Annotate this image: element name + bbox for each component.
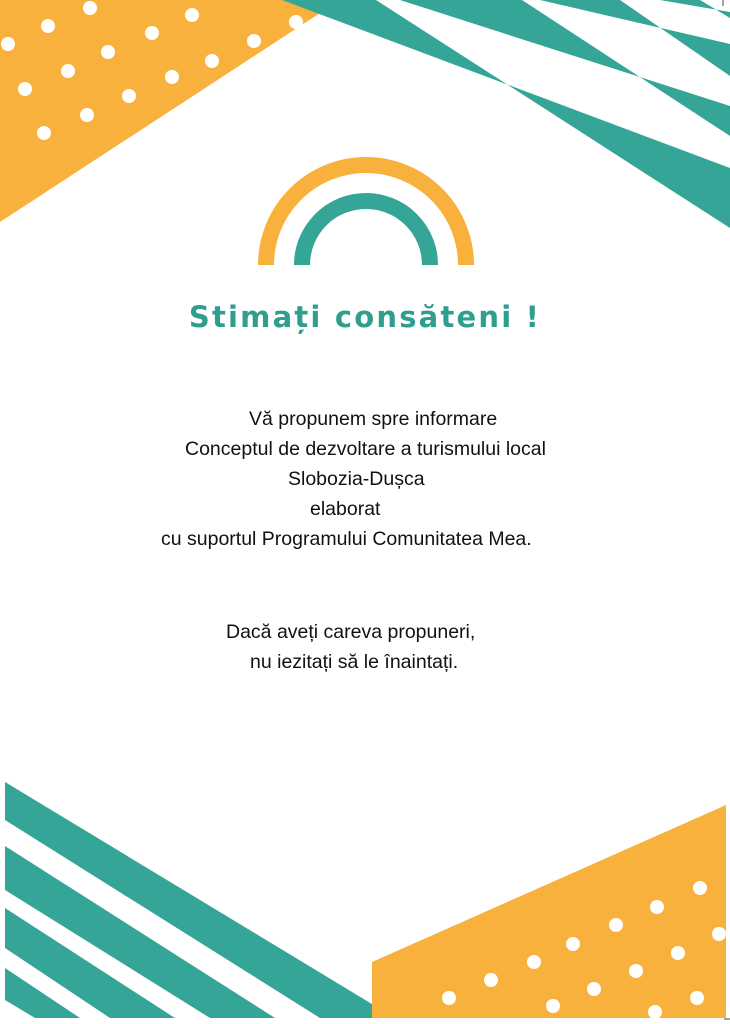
body-line-5: cu suportul Programului Comunitatea Mea. [161,528,532,550]
body-line-4: elaborat [310,498,381,520]
body-line-3: Slobozia-Dușca [288,468,425,490]
request-line-2: nu iezitați să le înaintați. [250,651,459,673]
bottom-left-stripes [5,782,395,1018]
page-title: Stimați consăteni ! [188,300,542,334]
request-line-1: Dacă aveți careva propuneri, [226,621,476,643]
body-line-1: Vă propunem spre informare [249,408,498,430]
bottom-right-dotted-triangle [372,805,726,1019]
rainbow-arch-icon [266,165,466,265]
top-left-dotted-triangle [0,0,340,222]
body-line-2: Conceptul de dezvoltare a turismului local [185,438,546,460]
top-right-stripes [282,0,730,228]
